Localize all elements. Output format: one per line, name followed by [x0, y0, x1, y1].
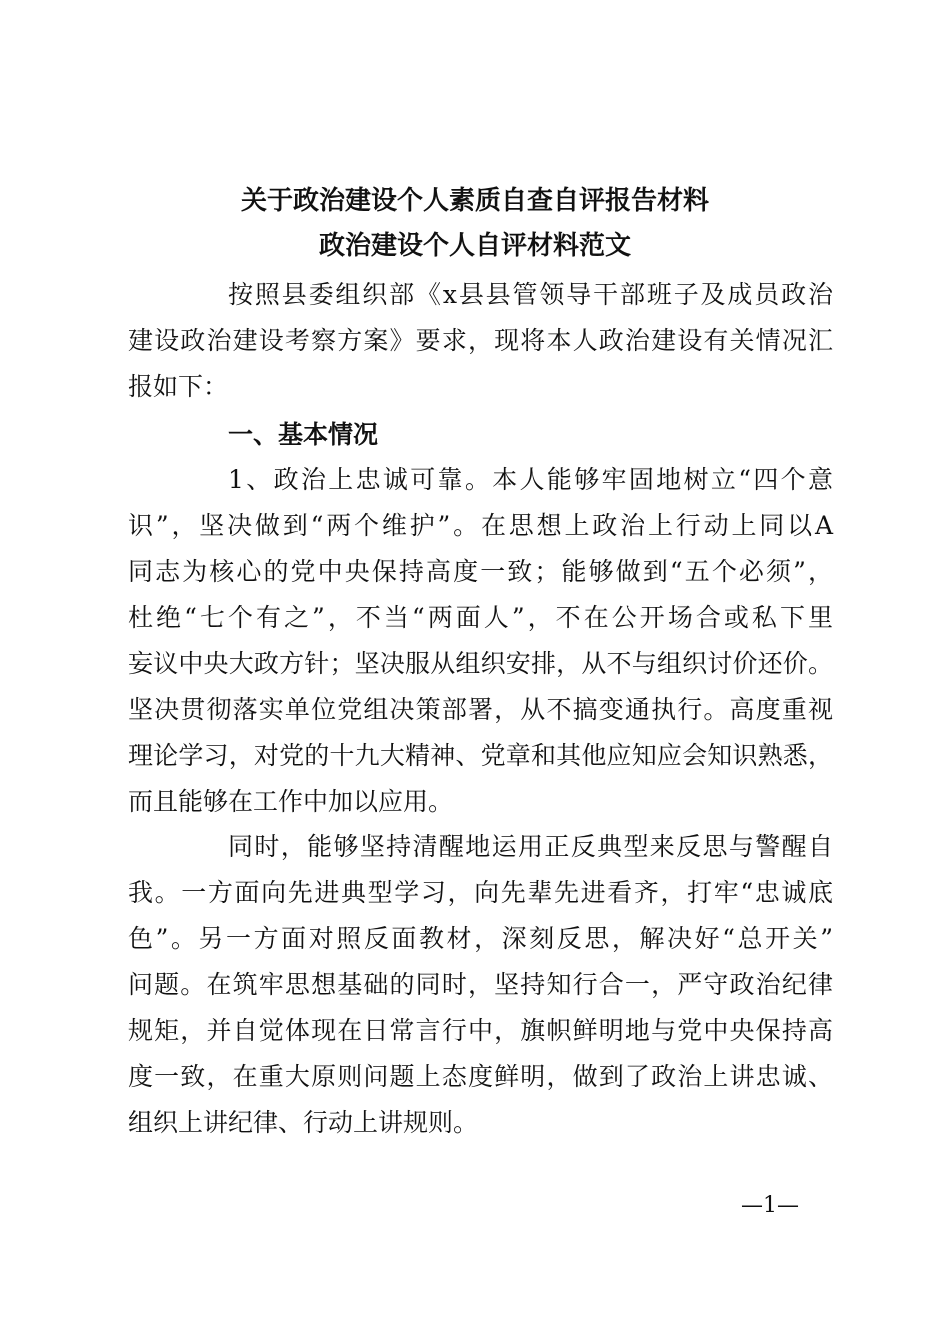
paragraph-line: 组织上讲纪律、行动上讲规则。: [128, 1108, 479, 1137]
paragraph-line: 按照县委组织部《x县县管领导干部班子及成员政治: [228, 280, 833, 309]
paragraph-line: 识”，坚决做到“两个维护”。在思想上政治上行动上同以A: [128, 511, 833, 540]
paragraph-line: 问题。在筑牢思想基础的同时，坚持知行合一，严守政治纪律: [128, 970, 833, 999]
paragraph-political-loyalty: [128, 457, 833, 825]
paragraph-line: 报如下：: [128, 372, 229, 401]
paragraph-line: 1、政治上忠诚可靠。本人能够牢固地树立“四个意: [228, 465, 833, 494]
paragraph-line: 我。一方面向先进典型学习，向先辈先进看齐，打牢“忠诚底: [128, 878, 833, 907]
paragraph-line: 规矩，并自觉体现在日常言行中，旗帜鲜明地与党中央保持高: [128, 1016, 833, 1045]
paragraph-reflection: [128, 824, 833, 1146]
document-title: 关于政治建设个人素质自查自评报告材料: [240, 186, 709, 216]
page-number: —1—: [741, 1193, 799, 1218]
document-subtitle: 政治建设个人自评材料范文: [318, 231, 631, 261]
section-heading: 一、基本情况: [228, 420, 379, 449]
paragraph-line: 理论学习，对党的十九大精神、党章和其他应知应会知识熟悉，: [128, 741, 833, 770]
intro-paragraph: [128, 272, 833, 410]
paragraph-line: 同时，能够坚持清醒地运用正反典型来反思与警醒自: [228, 832, 833, 861]
paragraph-line: 色”。另一方面对照反面教材，深刻反思，解决好“总开关”: [128, 924, 833, 953]
paragraph-line: 同志为核心的党中央保持高度一致；能够做到“五个必须”，: [128, 557, 833, 586]
paragraph-line: 坚决贯彻落实单位党组决策部署，从不搞变通执行。高度重视: [128, 695, 833, 724]
paragraph-line: 度一致，在重大原则问题上态度鲜明，做到了政治上讲忠诚、: [128, 1062, 833, 1091]
paragraph-line: 建设政治建设考察方案》要求，现将本人政治建设有关情况汇: [128, 326, 833, 355]
paragraph-line: 而且能够在工作中加以应用。: [128, 787, 454, 816]
paragraph-line: 杜绝“七个有之”，不当“两面人”，不在公开场合或私下里: [128, 603, 833, 632]
paragraph-line: 妄议中央大政方针；坚决服从组织安排，从不与组织讨价还价。: [128, 649, 833, 678]
